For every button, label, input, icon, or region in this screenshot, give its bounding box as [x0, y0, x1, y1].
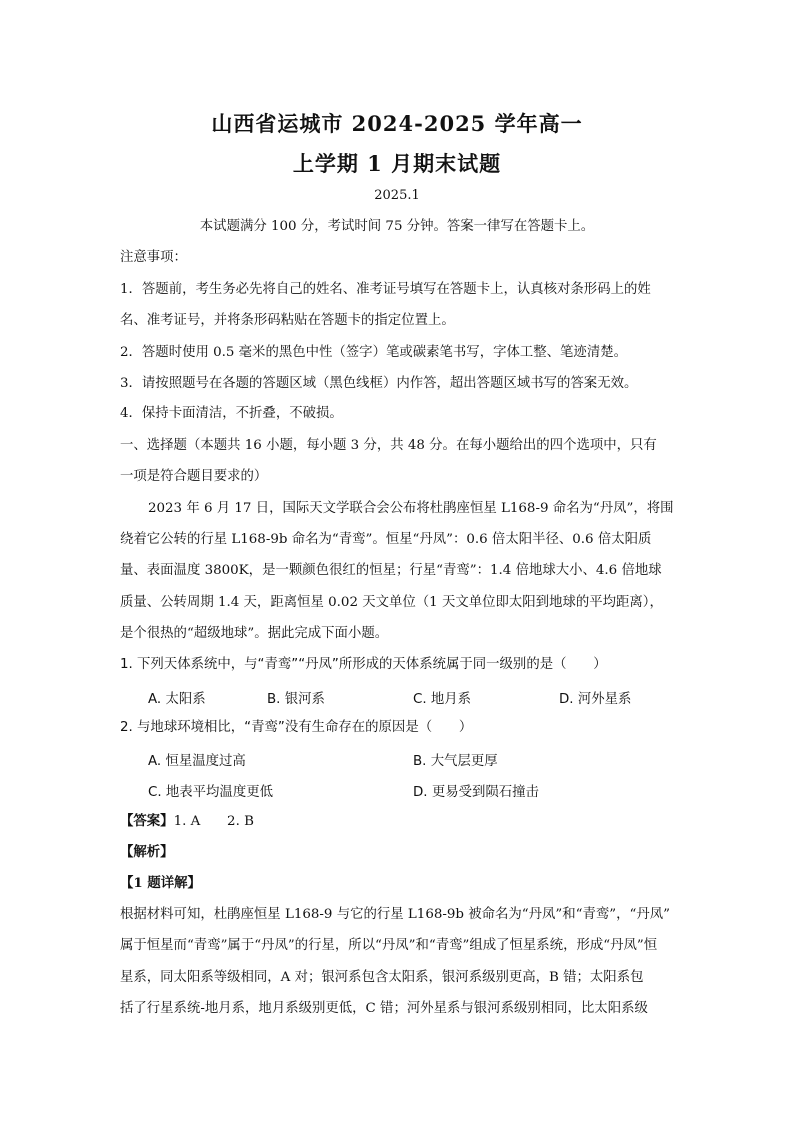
question-2-option-b: B. 大气层更厚: [413, 754, 498, 769]
notice-heading: 注意事项：: [120, 250, 187, 265]
notice-item-2: 2．答题时使用 0.5 毫米的黑色中性（签字）笔或碳素笔书写，字体工整、笔迹清楚。: [120, 345, 627, 360]
exam-intro: 本试题满分 100 分，考试时间 75 分钟。答案一律写在答题卡上。: [199, 219, 595, 234]
analysis-heading: 【解析】: [120, 844, 174, 860]
passage-line3: 量、表面温度 3800K，是一颗颜色很红的恒星；行星“青鸾”：1.4 倍地球大小、4.6 倍地球: [120, 563, 662, 578]
exam-title-line1: 山西省运城市 2024-2025 学年高一: [211, 111, 583, 136]
question-1-option-a: A. 太阳系: [148, 692, 206, 707]
passage-line2: 绕着它公转的行星 L168-9b 命名为“青鸾”。恒星“丹凤”：0.6 倍太阳半径、0.6 倍太阳质: [120, 532, 652, 547]
explanation-line1: 根据材料可知，杜鹃座恒星 L168-9 与它的行星 L168-9b 被命名为“丹凤”和“青鸾”，“丹凤”: [120, 907, 670, 922]
question-1-stem: 1. 下列天体系统中，与“青鸾”“丹凤”所形成的天体系统属于同一级别的是（ ）: [120, 657, 607, 672]
answer-label: 【答案】: [120, 813, 174, 829]
passage-line5: 是个很热的“超级地球”。据此完成下面小题。: [120, 626, 389, 641]
passage-line4: 质量、公转周期 1.4 天，距离恒星 0.02 天文单位（1 天文单位即太阳到地球的平均距离），: [120, 595, 663, 610]
section-heading-line2: 一项是符合题目要求的）: [120, 469, 268, 484]
answer-line: [120, 812, 680, 831]
notice-item-3: 3．请按照题号在各题的答题区域（黑色线框）内作答，超出答题区域书写的答案无效。: [120, 376, 638, 391]
explanation-line4: 括了行星系统-地月系，地月系级别更低，C 错；河外星系与银河系级别相同，比太阳系级: [120, 1001, 648, 1016]
question-2-option-d: D. 更易受到陨石撞击: [413, 785, 539, 800]
notice-item-4: 4．保持卡面清洁，不折叠，不破损。: [120, 406, 343, 421]
answer-values: 1. A 2. B: [173, 814, 254, 829]
question-1-option-c: C. 地月系: [413, 692, 472, 707]
question-1-option-d: D. 河外星系: [559, 692, 632, 707]
passage-line1: 2023 年 6 月 17 日，国际天文学联合会公布将杜鹃座恒星 L168-9 命名为“丹凤”，将围: [148, 501, 674, 516]
question-1-option-b: B. 银河系: [267, 692, 325, 707]
section-heading-line1: 一、选择题（本题共 16 小题，每小题 3 分，共 48 分。在每小题给出的四个选项中，只有: [120, 438, 657, 453]
explanation-line2: 属于恒星而“青鸾”属于“丹凤”的行星，所以“丹凤”和“青鸾”组成了恒星系统，形成“丹凤”恒: [120, 938, 658, 953]
question-2-stem: 2. 与地球环境相比，“青鸾”没有生命存在的原因是（ ）: [120, 720, 473, 735]
notice-item-1-line2: 名、准考证号，并将条形码粘贴在答题卡的指定位置上。: [120, 313, 455, 328]
exam-title-line2: 上学期 1 月期末试题: [292, 151, 502, 176]
question-2-option-a: A. 恒星温度过高: [148, 754, 246, 769]
detail-heading: 【1 题详解】: [120, 875, 201, 891]
notice-item-1-line1: 1．答题前，考生务必先将自己的姓名、准考证号填写在答题卡上，认真核对条形码上的姓: [120, 282, 651, 297]
question-2-option-c: C. 地表平均温度更低: [148, 785, 273, 800]
explanation-line3: 星系，同太阳系等级相同，A 对；银河系包含太阳系，银河系级别更高，B 错；太阳系包: [120, 970, 644, 985]
exam-date: 2025.1: [374, 188, 420, 203]
